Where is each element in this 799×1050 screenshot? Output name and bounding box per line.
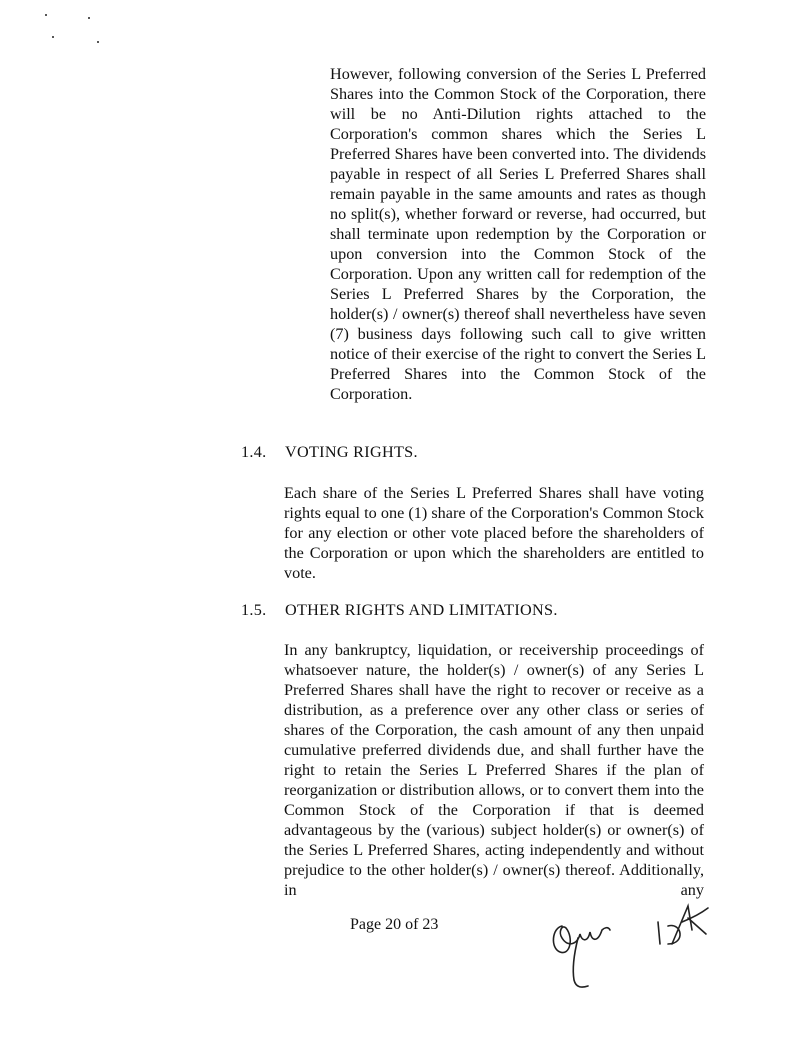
scan-speck bbox=[45, 14, 47, 16]
initials-signature-right bbox=[652, 900, 714, 952]
section-body-other-rights: In any bankruptcy, liquidation, or receivership proceedings of whatsoever nature, the holder(s) / owner(s) of any Series L Preferred Shares shall have the right to recover or receive as a distribution, as a preference over any other class or series of shares of the Corporation, the cash amount of any then unpaid cumulative preferred dividends due, and shall further have the right to retain the Series L Preferred Shares if the plan of reorganization or distribution allows, or to convert them into the Common Stock of the Corporation if that is deemed advantageous by the (various) subject holder(s) or owner(s) of the Series L Preferred Shares, acting independently and without prejudice to the other holder(s) / owner(s) thereof. Additionally, in any bbox=[284, 641, 704, 899]
section-number: 1.5. bbox=[241, 601, 267, 619]
scan-speck bbox=[52, 36, 54, 38]
section-number: 1.4. bbox=[241, 443, 267, 461]
section-title: OTHER RIGHTS AND LIMITATIONS. bbox=[285, 601, 558, 619]
scan-speck bbox=[88, 17, 90, 19]
section-title: VOTING RIGHTS. bbox=[285, 443, 418, 461]
continued-paragraph: However, following conversion of the Series L Preferred Shares into the Common Stock of the Corporation, there will be no Anti-Dilution rights attached to the Corporation's common shares which the Series L Preferred Shares have been converted into. The dividends payable in respect of all Series L Preferred Shares shall remain payable in the same amounts and rates as though no split(s), whether forward or reverse, had occurred, but shall terminate upon redemption by the Corporation or upon conversion into the Common Stock of the Corporation. Upon any written call for redemption of the Series L Preferred Shares by the Corporation, the holder(s) / owner(s) thereof shall nevertheless have seven (7) business days following such call to give written notice of their exercise of the right to convert the Series L Preferred Shares into the Common Stock of the Corporation. bbox=[330, 65, 706, 403]
section-body-voting-rights: Each share of the Series L Preferred Shares shall have voting rights equal to one (1) share of the Corporation's Common Stock for any election or other vote placed before the shareholders of the Corporation or upon which the shareholders are entitled to vote. bbox=[284, 484, 704, 582]
page-number-footer: Page 20 of 23 bbox=[350, 916, 439, 933]
scan-speck bbox=[97, 41, 99, 43]
initials-signature-left bbox=[548, 908, 618, 993]
